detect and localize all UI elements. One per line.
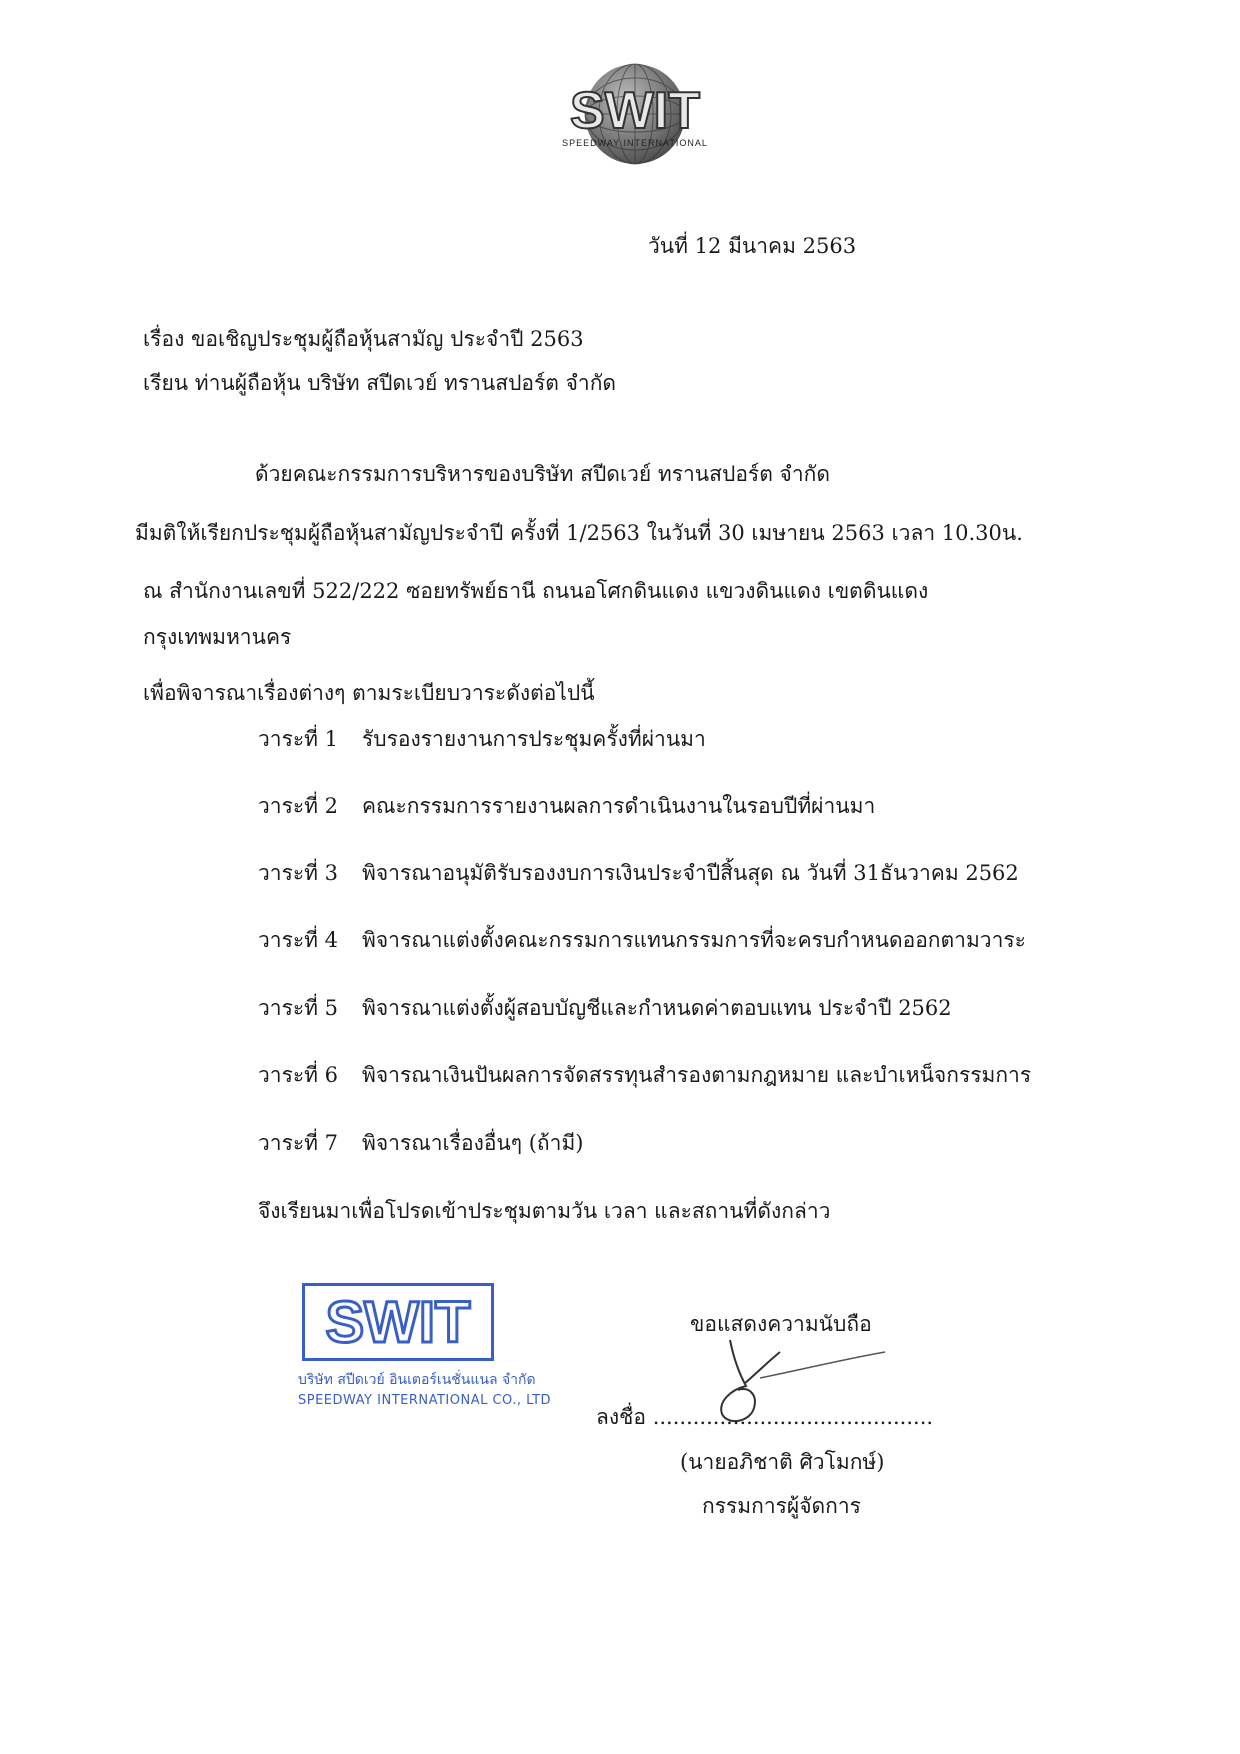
agenda-text: พิจารณาแต่งตั้งผู้สอบบัญชีและกำหนดค่าตอบแทน ประจำปี 2562 <box>362 996 952 1020</box>
stamp-logo-box <box>302 1283 494 1361</box>
signer-name: (นายอภิชาติ ศิวโมกษ์) <box>680 1450 885 1474</box>
body-line-3: ณ สำนักงานเลขที่ 522/222 ซอยทรัพย์ธานี ถนนอโศกดินแดง แขวงดินแดง เขตดินแดง <box>143 579 929 603</box>
agenda-item <box>258 1127 583 1160</box>
agenda-text: พิจารณาเงินปันผลการจัดสรรทุนสำรองตามกฎหมาย และบำเหน็จกรรมการ <box>362 1063 1032 1087</box>
stamp-logo-icon <box>313 1292 483 1352</box>
company-logo <box>520 62 750 172</box>
sign-label: ลงชื่อ <box>596 1405 646 1429</box>
agenda-item <box>258 723 706 756</box>
globe-logo-icon <box>520 62 750 172</box>
stamp-wordmark: SWIT <box>325 1292 471 1352</box>
agenda-number: วาระที่ 3 <box>258 861 339 885</box>
agenda-number: วาระที่ 7 <box>258 1131 339 1155</box>
signature-line <box>596 1401 933 1434</box>
agenda-text: รับรองรายงานการประชุมครั้งที่ผ่านมา <box>362 727 706 751</box>
agenda-item <box>258 790 875 823</box>
letter-subject: เรื่อง ขอเชิญประชุมผู้ถือหุ้นสามัญ ประจำปี 2563 <box>143 327 584 351</box>
agenda-number: วาระที่ 2 <box>258 794 339 818</box>
body-line-4: กรุงเทพมหานคร <box>143 625 292 649</box>
agenda-text: พิจารณาเรื่องอื่นๆ (ถ้ามี) <box>362 1131 584 1155</box>
letter-date: วันที่ 12 มีนาคม 2563 <box>648 234 857 258</box>
agenda-number: วาระที่ 4 <box>258 928 339 952</box>
agenda-item <box>258 857 1019 890</box>
agenda-text: พิจารณาแต่งตั้งคณะกรรมการแทนกรรมการที่จะครบกำหนดออกตามวาระ <box>362 928 1026 952</box>
body-line-1: ด้วยคณะกรรมการบริหารของบริษัท สปีดเวย์ ทรานสปอร์ต จำกัด <box>255 462 830 486</box>
body-line-5: เพื่อพิจารณาเรื่องต่างๆ ตามระเบียบวาระดังต่อไปนี้ <box>143 681 595 705</box>
company-stamp <box>298 1283 552 1408</box>
agenda-number: วาระที่ 5 <box>258 996 339 1020</box>
agenda-text: คณะกรรมการรายงานผลการดำเนินงานในรอบปีที่ผ่านมา <box>362 794 876 818</box>
letter-recipient: เรียน ท่านผู้ถือหุ้น บริษัท สปีดเวย์ ทรานสปอร์ต จำกัด <box>143 371 617 395</box>
stamp-english-name: SPEEDWAY INTERNATIONAL CO., LTD <box>298 1393 552 1408</box>
regards-line: ขอแสดงความนับถือ <box>690 1312 872 1336</box>
signer-position: กรรมการผู้จัดการ <box>702 1494 861 1518</box>
agenda-number: วาระที่ 6 <box>258 1063 339 1087</box>
agenda-item <box>258 1059 1031 1092</box>
closing-line: จึงเรียนมาเพื่อโปรดเข้าประชุมตามวัน เวลา และสถานที่ดังกล่าว <box>258 1199 831 1223</box>
sign-dots: .......................................... <box>652 1405 934 1429</box>
agenda-text: พิจารณาอนุมัติรับรองงบการเงินประจำปีสิ้นสุด ณ วันที่ 31ธันวาคม 2562 <box>362 861 1019 885</box>
logo-wordmark: SWIT <box>570 82 700 140</box>
logo-tagline: SPEEDWAY INTERNATIONAL <box>562 138 708 148</box>
agenda-item <box>258 992 952 1025</box>
agenda-number: วาระที่ 1 <box>258 727 339 751</box>
body-line-2: มีมติให้เรียกประชุมผู้ถือหุ้นสามัญประจำปี ครั้งที่ 1/2563 ในวันที่ 30 เมษายน 2563 เวลา 10.30น. <box>135 521 1023 545</box>
agenda-item <box>258 924 1026 957</box>
stamp-thai-name: บริษัท สปีดเวย์ อินเตอร์เนชั่นแนล จำกัด <box>298 1372 536 1388</box>
